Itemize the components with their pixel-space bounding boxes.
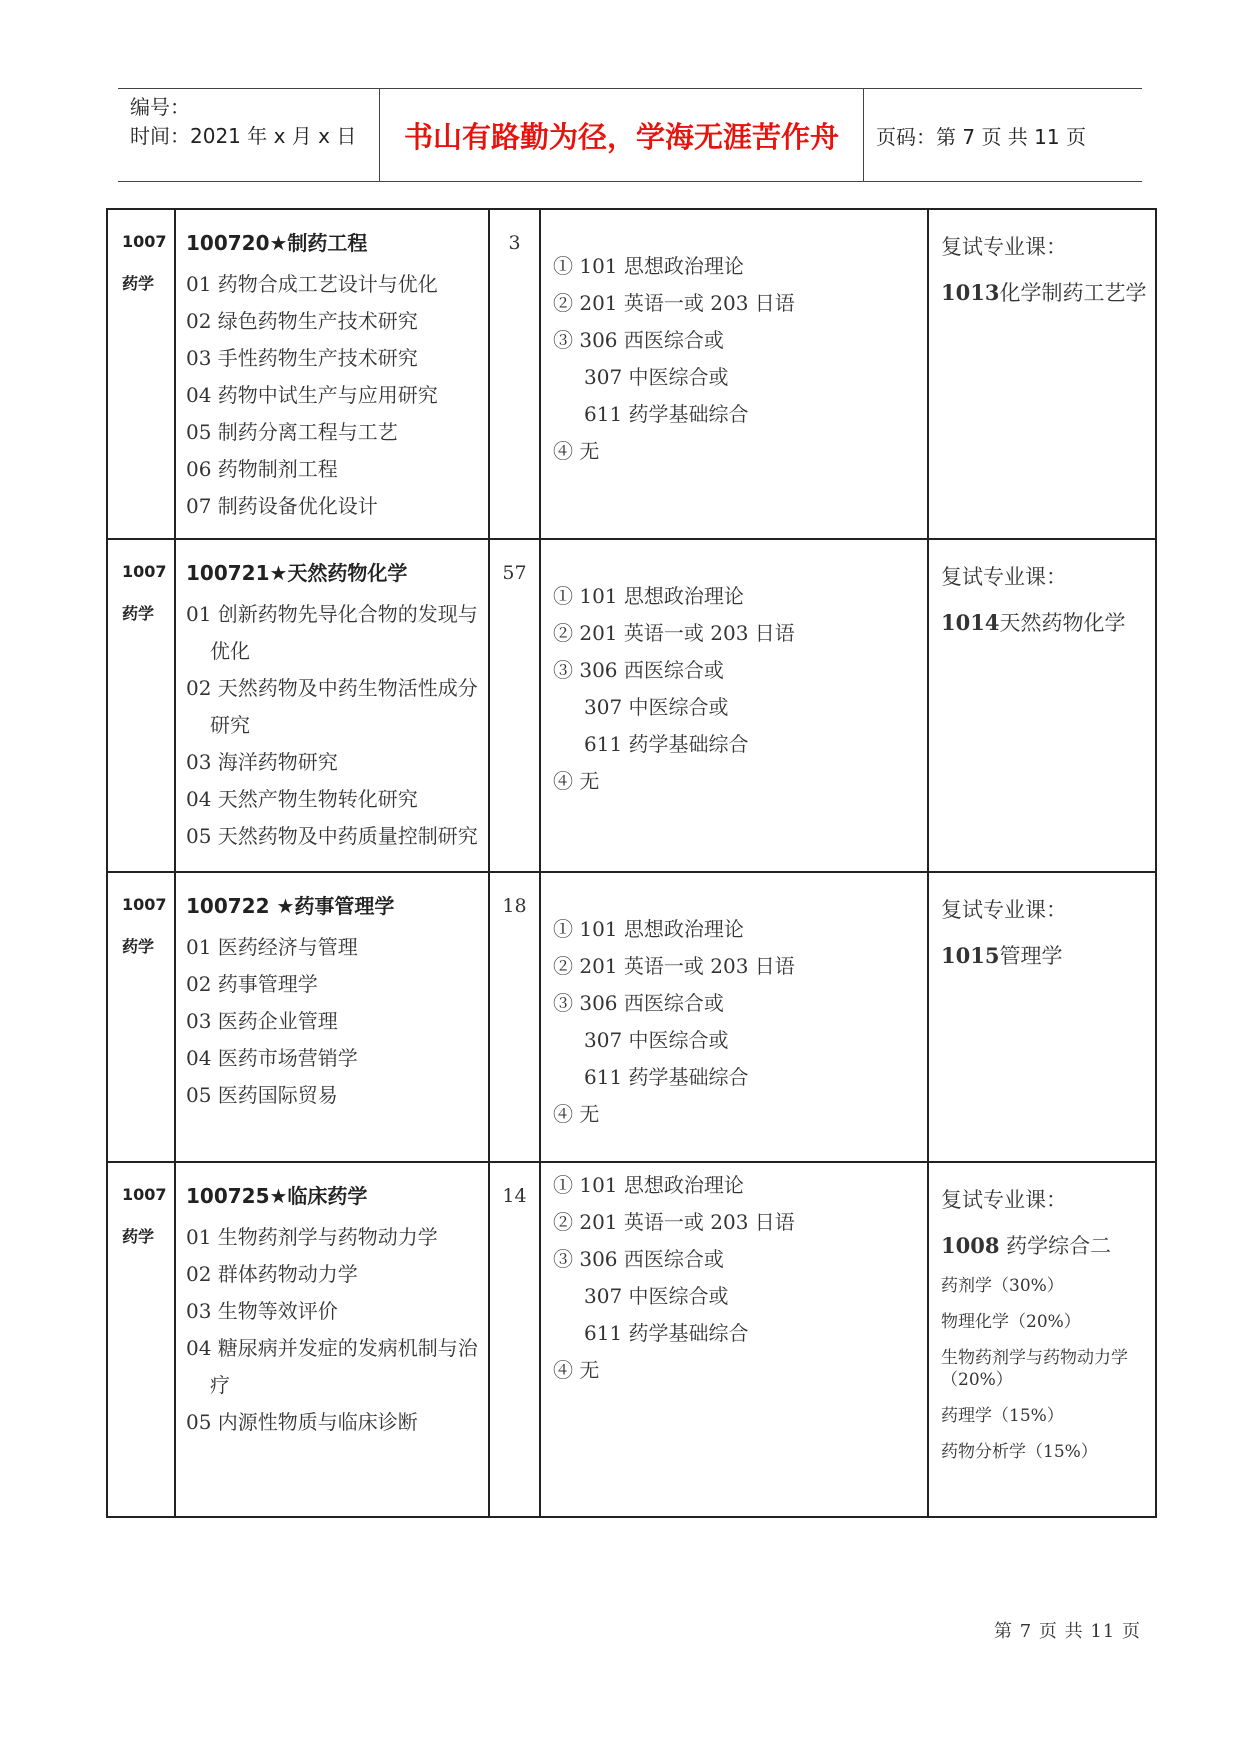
dept-cell bbox=[107, 209, 175, 539]
major-cell bbox=[175, 872, 489, 1162]
exam-item: ④ 无 bbox=[553, 1102, 600, 1126]
program-table bbox=[106, 208, 1157, 1518]
major-title: 100722 ★药事管理学 bbox=[186, 894, 395, 918]
exam-item: ① 101 思想政治理论 bbox=[553, 1173, 744, 1197]
direction-item: 02 群体药物动力学 bbox=[186, 1262, 358, 1286]
table-row bbox=[107, 539, 1156, 872]
retest-code: 1015 bbox=[941, 943, 1000, 968]
direction-item: 05 制药分离工程与工艺 bbox=[186, 420, 398, 444]
direction-item: 04 糖尿病并发症的发病机制与治疗 bbox=[186, 1336, 478, 1397]
direction-item: 03 手性药物生产技术研究 bbox=[186, 346, 418, 370]
exam-item: ③ 306 西医综合或 bbox=[553, 991, 724, 1015]
count-cell bbox=[489, 209, 540, 539]
direction-item: 02 天然药物及中药生物活性成分研究 bbox=[186, 676, 478, 737]
direction-item: 01 生物药剂学与药物动力学 bbox=[186, 1225, 438, 1249]
direction-item: 05 天然药物及中药质量控制研究 bbox=[186, 824, 478, 848]
weight-item: 药剂学（30%） bbox=[941, 1276, 1064, 1296]
exam-item: ② 201 英语一或 203 日语 bbox=[553, 291, 795, 315]
dept-code: 1007 bbox=[122, 562, 167, 581]
direction-item: 02 药事管理学 bbox=[186, 972, 318, 996]
exam-item: ④ 无 bbox=[553, 439, 600, 463]
major-title: 100725★临床药学 bbox=[186, 1184, 368, 1208]
dept-cell bbox=[107, 1162, 175, 1517]
retest-name: 天然药物化学 bbox=[999, 611, 1126, 635]
dept-cell bbox=[107, 539, 175, 872]
exam-item: 307 中医综合或 bbox=[584, 365, 729, 389]
table-row bbox=[107, 872, 1156, 1162]
retest-code: 1013 bbox=[941, 280, 1000, 305]
retest-code: 1014 bbox=[941, 610, 1000, 635]
exam-cell bbox=[540, 1162, 928, 1517]
motto: 书山有路勤为径，学海无涯苦作舟 bbox=[380, 89, 864, 181]
dept-name: 药学 bbox=[122, 604, 155, 623]
table-row bbox=[107, 209, 1156, 539]
direction-item: 03 医药企业管理 bbox=[186, 1009, 338, 1033]
retest-course bbox=[941, 941, 1155, 971]
dept-name: 药学 bbox=[122, 274, 155, 293]
direction-item: 01 创新药物先导化合物的发现与优化 bbox=[186, 602, 478, 663]
exam-item: 307 中医综合或 bbox=[584, 1284, 729, 1308]
retest-name: 药学综合二 bbox=[999, 1234, 1112, 1258]
exam-item: ③ 306 西医综合或 bbox=[553, 1247, 724, 1271]
direction-item: 04 医药市场营销学 bbox=[186, 1046, 358, 1070]
exam-item: 307 中医综合或 bbox=[584, 695, 729, 719]
exam-item: ③ 306 西医综合或 bbox=[553, 658, 724, 682]
header-meta bbox=[118, 89, 380, 181]
page-header bbox=[118, 88, 1142, 182]
dept-name: 药学 bbox=[122, 937, 155, 956]
exam-item: ② 201 英语一或 203 日语 bbox=[553, 1210, 795, 1234]
direction-item: 07 制药设备优化设计 bbox=[186, 494, 378, 518]
enrollment-count: 3 bbox=[508, 232, 521, 254]
major-cell bbox=[175, 1162, 489, 1517]
dept-code: 1007 bbox=[122, 895, 167, 914]
enrollment-count: 18 bbox=[502, 895, 527, 917]
retest-label: 复试专业课： bbox=[941, 1188, 1067, 1212]
exam-item: ③ 306 西医综合或 bbox=[553, 328, 724, 352]
direction-item: 04 天然产物生物转化研究 bbox=[186, 787, 418, 811]
enrollment-count: 14 bbox=[502, 1185, 527, 1207]
direction-item: 04 药物中试生产与应用研究 bbox=[186, 383, 438, 407]
dept-code: 1007 bbox=[122, 232, 167, 251]
exam-cell bbox=[540, 872, 928, 1162]
weight-item: 药理学（15%） bbox=[941, 1406, 1064, 1426]
direction-item: 01 药物合成工艺设计与优化 bbox=[186, 272, 438, 296]
exam-item: ④ 无 bbox=[553, 769, 600, 793]
retest-code: 1008 bbox=[941, 1233, 1000, 1258]
exam-cell bbox=[540, 209, 928, 539]
exam-item: 611 药学基础综合 bbox=[584, 1321, 749, 1345]
exam-item: 611 药学基础综合 bbox=[584, 732, 749, 756]
direction-item: 05 医药国际贸易 bbox=[186, 1083, 338, 1107]
retest-label: 复试专业课： bbox=[941, 898, 1067, 922]
exam-item: ① 101 思想政治理论 bbox=[553, 584, 744, 608]
exam-item: ② 201 英语一或 203 日语 bbox=[553, 954, 795, 978]
exam-item: 611 药学基础综合 bbox=[584, 402, 749, 426]
count-cell bbox=[489, 539, 540, 872]
exam-item: ② 201 英语一或 203 日语 bbox=[553, 621, 795, 645]
direction-item: 01 医药经济与管理 bbox=[186, 935, 358, 959]
count-cell bbox=[489, 1162, 540, 1517]
retest-name: 管理学 bbox=[999, 944, 1063, 968]
retest-course bbox=[941, 1231, 1155, 1261]
retest-course bbox=[941, 608, 1155, 638]
weight-item: 生物药剂学与药物动力学（20%） bbox=[941, 1348, 1128, 1390]
time-label: 时间：2021 年 x 月 x 日 bbox=[130, 124, 357, 148]
dept-cell bbox=[107, 872, 175, 1162]
retest-cell bbox=[928, 209, 1156, 539]
dept-code: 1007 bbox=[122, 1185, 167, 1204]
page-footer: 第 7 页 共 11 页 bbox=[994, 1621, 1141, 1642]
dept-name: 药学 bbox=[122, 1227, 155, 1246]
table-row bbox=[107, 1162, 1156, 1517]
retest-name: 化学制药工艺学 bbox=[999, 281, 1147, 305]
major-cell bbox=[175, 209, 489, 539]
exam-item: 611 药学基础综合 bbox=[584, 1065, 749, 1089]
exam-item: ① 101 思想政治理论 bbox=[553, 917, 744, 941]
major-title: 100720★制药工程 bbox=[186, 231, 368, 255]
retest-cell bbox=[928, 872, 1156, 1162]
exam-item: 307 中医综合或 bbox=[584, 1028, 729, 1052]
retest-cell bbox=[928, 539, 1156, 872]
enrollment-count: 57 bbox=[502, 562, 527, 584]
weight-item: 物理化学（20%） bbox=[941, 1312, 1081, 1332]
major-cell bbox=[175, 539, 489, 872]
exam-item: ① 101 思想政治理论 bbox=[553, 254, 744, 278]
number-label: 编号： bbox=[130, 95, 190, 119]
direction-item: 03 生物等效评价 bbox=[186, 1299, 338, 1323]
direction-item: 05 内源性物质与临床诊断 bbox=[186, 1410, 418, 1434]
major-title: 100721★天然药物化学 bbox=[186, 561, 408, 585]
exam-cell bbox=[540, 539, 928, 872]
retest-label: 复试专业课： bbox=[941, 565, 1067, 589]
retest-course bbox=[941, 278, 1155, 308]
retest-label: 复试专业课： bbox=[941, 235, 1067, 259]
exam-item: ④ 无 bbox=[553, 1358, 600, 1382]
retest-cell bbox=[928, 1162, 1156, 1517]
direction-item: 06 药物制剂工程 bbox=[186, 457, 338, 481]
direction-item: 02 绿色药物生产技术研究 bbox=[186, 309, 418, 333]
count-cell bbox=[489, 872, 540, 1162]
page-label: 页码：第 7 页 共 11 页 bbox=[876, 124, 1086, 149]
direction-item: 03 海洋药物研究 bbox=[186, 750, 338, 774]
weight-item: 药物分析学（15%） bbox=[941, 1442, 1098, 1462]
